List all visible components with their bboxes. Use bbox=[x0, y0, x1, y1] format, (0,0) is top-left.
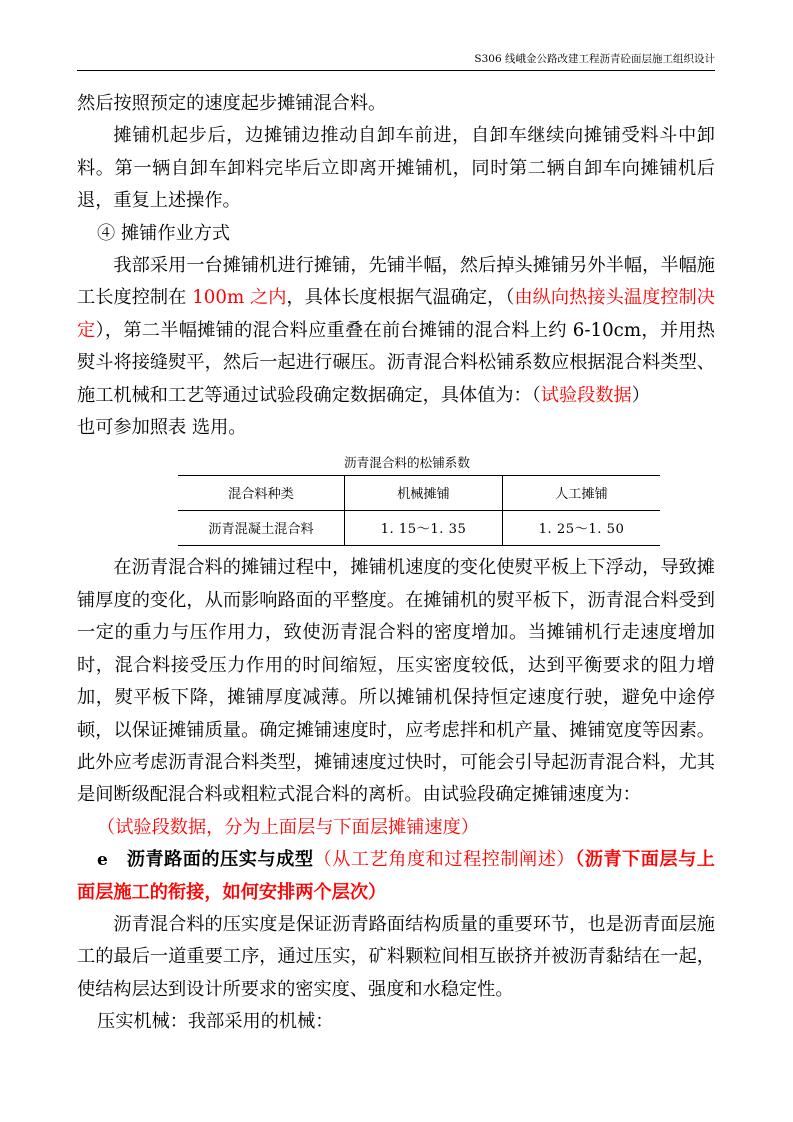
document-body bbox=[77, 88, 715, 1039]
p4-red-100m: 100m 之内 bbox=[192, 287, 287, 309]
section-red-note-bold: （沥青下面层与上面层施工的衔接，如何安排两个层次） bbox=[77, 849, 715, 903]
section-title: 沥青路面的压实与成型 bbox=[126, 849, 314, 871]
paragraph-4 bbox=[77, 250, 715, 412]
p4-segment-a: 我部采用一台摊铺机进行摊铺，先铺半幅，然后掉头摊铺另外半幅，半幅施工长度控制在 bbox=[77, 255, 715, 309]
paragraph-8-section-heading bbox=[77, 844, 715, 909]
p4-segment-c: ），第二半幅摊铺的混合料应重叠在前台摊铺的混合料上约 6-10cm，并用热熨斗将接缝熨平，然后一起进行碾压。沥青混合料松铺系数应根据混合料类型、施工机械和工艺等通过试验段确定数据确定，具体值为：（ bbox=[77, 319, 715, 406]
coefficient-table bbox=[178, 475, 660, 546]
paragraph-10: 压实机械：我部采用的机械： bbox=[97, 1011, 334, 1033]
table-cell-machine-paving: 1. 15～1. 35 bbox=[345, 511, 503, 546]
p4-segment-b: ，具体长度根据气温确定，（ bbox=[286, 287, 515, 309]
table-cell-material: 沥青混凝土混合料 bbox=[178, 511, 345, 546]
paragraph-9: 沥青混合料的压实度是保证沥青路面结构质量的重要环节，也是沥青面层施工的最后一道重要工序，通过压实，矿料颗粒间相互嵌挤并被沥青黏结在一起，使结构层达到设计所要求的密实度、强度和水稳定性。 bbox=[77, 913, 715, 1000]
section-marker-e: e bbox=[97, 850, 108, 871]
table-header-row bbox=[178, 476, 660, 511]
table-row bbox=[178, 511, 660, 546]
table-header-cell-1: 机械摊铺 bbox=[345, 476, 503, 511]
p4-segment-d: ） bbox=[631, 384, 650, 406]
paragraph-7-red-note: （试验段数据，分为上面层与下面层摊铺速度） bbox=[97, 816, 479, 838]
paragraph-3-heading: ④ 摊铺作业方式 bbox=[97, 222, 231, 244]
header-title: S306 线峨金公路改建工程沥青砼面层施工组织设计 bbox=[474, 53, 715, 65]
table-header-cell-2: 人工摊铺 bbox=[503, 476, 661, 511]
coefficient-table-block bbox=[77, 454, 715, 546]
paragraph-1: 然后按照预定的速度起步摊铺混合料。 bbox=[77, 93, 387, 114]
page-header bbox=[77, 52, 715, 71]
table-cell-manual-paving: 1. 25～1. 50 bbox=[503, 511, 661, 546]
p4-red-test-data: 试验段数据 bbox=[540, 384, 632, 406]
table-caption: 沥青混合料的松铺系数 bbox=[344, 455, 470, 471]
p4-red-temp-control: 由纵向热接头温度控制决定 bbox=[77, 287, 715, 341]
table-header-cell-0: 混合料种类 bbox=[178, 476, 345, 511]
paragraph-5: 也可参加照表 选用。 bbox=[77, 417, 247, 439]
paragraph-2: 摊铺机起步后，边摊铺边推动自卸车前进，自卸车继续向摊铺受料斗中卸料。第一辆自卸车卸料完毕后立即离开摊铺机，同时第二辆自卸车向摊铺机后退，重复上述操作。 bbox=[77, 125, 715, 212]
paragraph-6: 在沥青混合料的摊铺过程中，摊铺机速度的变化使熨平板上下浮动，导致摊铺厚度的变化，从而影响路面的平整度。在摊铺机的熨平板下，沥青混合料受到一定的重力与压作用力，致使沥青混合料的密度增加。当摊铺机行走速度增加时，混合料接受压力作用的时间缩短，压实密度较低，达到平衡要求的阻力增加，熨平板下降，摊铺厚度减薄。所以摊铺机保持恒定速度行驶，避免中途停顿，以保证摊铺质量。确定摊铺速度时，应考虑拌和机产量、摊铺宽度等因素。此外应考虑沥青混合料类型，摊铺速度过快时，可能会引导起沥青混合料，尤其是间断级配混合料或粗粒式混合料的离析。由试验段确定摊铺速度为： bbox=[77, 557, 715, 806]
section-red-note-plain: （从工艺角度和过程控制阐述） bbox=[313, 849, 576, 871]
